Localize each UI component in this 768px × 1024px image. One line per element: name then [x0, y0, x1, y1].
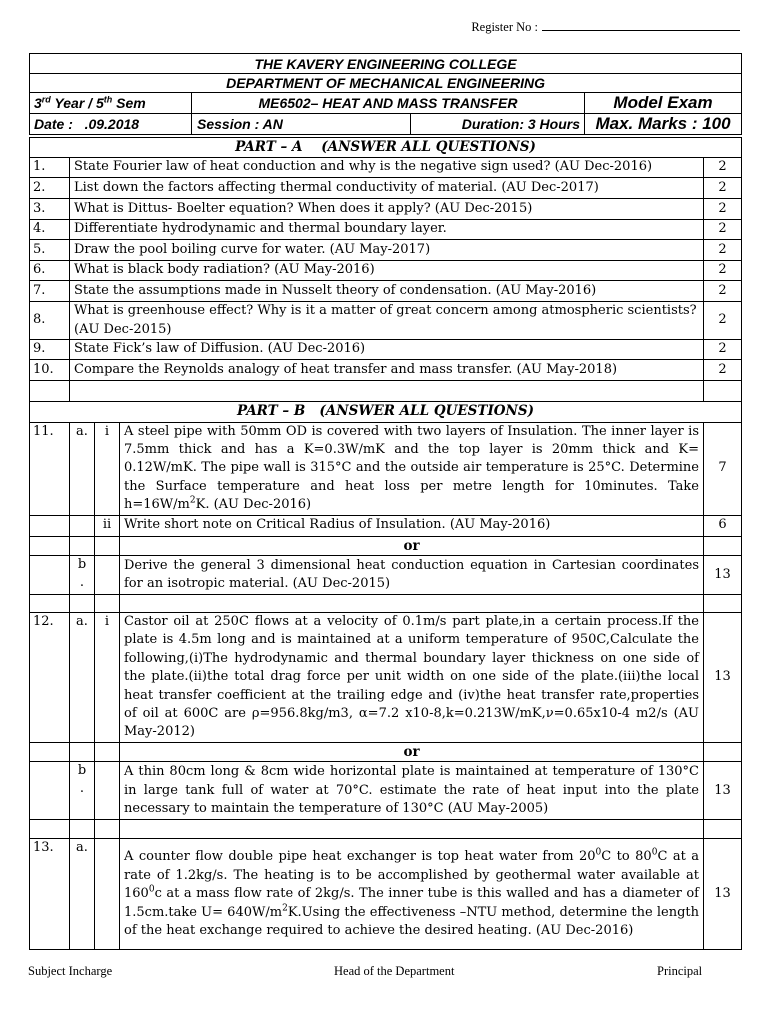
question-marks: 2 [704, 240, 742, 261]
question-text: State the assumptions made in Nusselt theory of condensation. (AU May-2016) [70, 281, 704, 302]
question-marks: 2 [704, 360, 742, 381]
question-number: 13. [30, 839, 70, 950]
question-marks: 2 [704, 302, 742, 340]
exam-date: Date : .09.2018 [30, 114, 192, 135]
question-text: Derive the general 3 dimensional heat conduction equation in Cartesian coordinates for an isotropic material. (AU Dec-2015) [120, 555, 704, 594]
question-number: 4. [30, 220, 70, 240]
question-number: 9. [30, 340, 70, 360]
question-marks: 13 [704, 612, 742, 742]
table-row [30, 199, 742, 220]
table-row [30, 178, 742, 199]
table-row [30, 515, 742, 536]
question-text: A steel pipe with 50mm OD is covered with two layers of Insulation. The inner layer is 7.5mm thick and has a K=0.3W/mK and the top layer is 20mm thick and K= 0.12W/mK. The pipe wall is 315°C and the outside air temperature is 25°C. Determine the Surface temperature and heat loss per metre length for 10minutes. Take $h=16W/m^2K$. (AU Dec-2016) [120, 422, 704, 515]
question-marks: 7 [704, 422, 742, 515]
question-text: Write short note on Critical Radius of Insulation. (AU May-2016) [120, 515, 704, 536]
question-number: 11. [30, 422, 70, 515]
subpart-label: i [95, 612, 120, 742]
subpart-label: ii [95, 515, 120, 536]
table-row [30, 261, 742, 281]
table-row [30, 281, 742, 302]
register-number [471, 20, 740, 35]
spacer-row [30, 594, 742, 612]
question-number: 6. [30, 261, 70, 281]
exam-session: Session : AN [192, 114, 411, 135]
subpart-label: i [95, 422, 120, 515]
part-label: b . [70, 762, 95, 820]
question-marks: 2 [704, 261, 742, 281]
question-text: What is greenhouse effect? Why is it a matter of great concern among atmospheric scientists? (AU Dec-2015) [70, 302, 704, 340]
question-text: Compare the Reynolds analogy of heat transfer and mass transfer. (AU May-2018) [70, 360, 704, 381]
question-marks: 13 [704, 762, 742, 820]
year-semester: 3rd Year / 5th Sem [30, 93, 192, 114]
or-label: or [120, 742, 704, 761]
question-marks: 2 [704, 220, 742, 240]
spacer-row [30, 381, 742, 402]
question-number: 5. [30, 240, 70, 261]
footer-subject-incharge: Subject Incharge [28, 964, 113, 978]
table-row [30, 360, 742, 381]
exam-type: Model Exam [585, 93, 742, 114]
table-row [30, 422, 742, 515]
footer-principal: Principal [657, 964, 703, 978]
question-text: Differentiate hydrodynamic and thermal boundary layer. [70, 220, 704, 240]
table-row [30, 762, 742, 820]
question-marks: 13 [704, 839, 742, 950]
question-number: 3. [30, 199, 70, 220]
spacer-row [30, 820, 742, 839]
question-text: Castor oil at 250C flows at a velocity of 0.1m/s part plate,in a certain process.If the plate is 4.5m long and is maintained at a uniform temperature of 950C,Calculate the following,(i)The hydrodynamic and thermal boundary layer thickness on one side of the plate.(ii)the total drag force per unit width on one side of the plate.(iii)the local heat transfer coefficient at the trailing edge and (iv)the heat transfer rate,properties of oil at 600C are ρ=956.8kg/m3, α=7.2 x10-8,k=0.213W/mK,ν=0.65x10-4 m2/s (AU May-2012) [120, 612, 704, 742]
exam-duration: Duration: 3 Hours [411, 114, 585, 135]
department-name: DEPARTMENT OF MECHANICAL ENGINEERING [30, 74, 742, 93]
college-name: THE KAVERY ENGINEERING COLLEGE [30, 54, 742, 74]
course-title: ME6502– HEAT AND MASS TRANSFER [192, 93, 585, 114]
question-number: 8. [30, 302, 70, 340]
part-b-title: PART – B (ANSWER ALL QUESTIONS) [30, 400, 742, 422]
question-text: State Fick’s law of Diffusion. (AU Dec-2016) [70, 340, 704, 360]
question-marks: 2 [704, 199, 742, 220]
part-a-title: PART – A (ANSWER ALL QUESTIONS) [30, 138, 742, 158]
table-row [30, 555, 742, 594]
question-text: State Fourier law of heat conduction and why is the negative sign used? (AU Dec-2016) [70, 158, 704, 178]
or-label: or [120, 536, 704, 555]
question-number: 2. [30, 178, 70, 199]
question-text: What is Dittus- Boelter equation? When does it apply? (AU Dec-2015) [70, 199, 704, 220]
question-marks: 2 [704, 340, 742, 360]
table-row [30, 158, 742, 178]
question-text: What is black body radiation? (AU May-2016) [70, 261, 704, 281]
question-marks: 2 [704, 158, 742, 178]
question-number: 10. [30, 360, 70, 381]
question-marks: 2 [704, 281, 742, 302]
question-marks: 2 [704, 178, 742, 199]
part-label: a. [70, 839, 95, 950]
table-row [30, 220, 742, 240]
max-marks: Max. Marks : 100 [585, 114, 742, 135]
part-label: a. [70, 612, 95, 742]
exam-header [29, 53, 742, 135]
footer-hod: Head of the Department [334, 964, 455, 978]
question-number: 1. [30, 158, 70, 178]
question-number: 7. [30, 281, 70, 302]
question-marks: 6 [704, 515, 742, 536]
register-blank [542, 21, 740, 31]
part-a-table [29, 137, 742, 402]
question-text: List down the factors affecting thermal conductivity of material. (AU Dec-2017) [70, 178, 704, 199]
question-text: A thin 80cm long & 8cm wide horizontal plate is maintained at temperature of 130°C in large tank full of water at 70°C. estimate the rate of heat input into the plate necessary to maintain the temperature of 130°C (AU May-2005) [120, 762, 704, 820]
table-row [30, 612, 742, 742]
table-row [30, 302, 742, 340]
question-marks: 13 [704, 555, 742, 594]
table-row [30, 340, 742, 360]
table-row [30, 839, 742, 950]
part-label: b . [70, 555, 95, 594]
part-b-table [29, 400, 742, 950]
register-label: Register No : [471, 20, 538, 34]
part-label: a. [70, 422, 95, 515]
question-text: A counter flow double pipe heat exchanger is top heat water from $20^0C$ to $80^0C$ at a rate of 1.2kg/s. The heating is to be accomplished by geothermal water available at $160^0c$ at a mass flow rate of 2kg/s. The inner tube is this walled and has a diameter of 1.5cm.take $U= 640W/m^2K.Using$ the effectiveness –NTU method, determine the length of the heat exchange required to achieve the desired heating. (AU Dec-2016) [120, 839, 704, 950]
question-text: Draw the pool boiling curve for water. (AU May-2017) [70, 240, 704, 261]
table-row [30, 240, 742, 261]
question-number: 12. [30, 612, 70, 742]
